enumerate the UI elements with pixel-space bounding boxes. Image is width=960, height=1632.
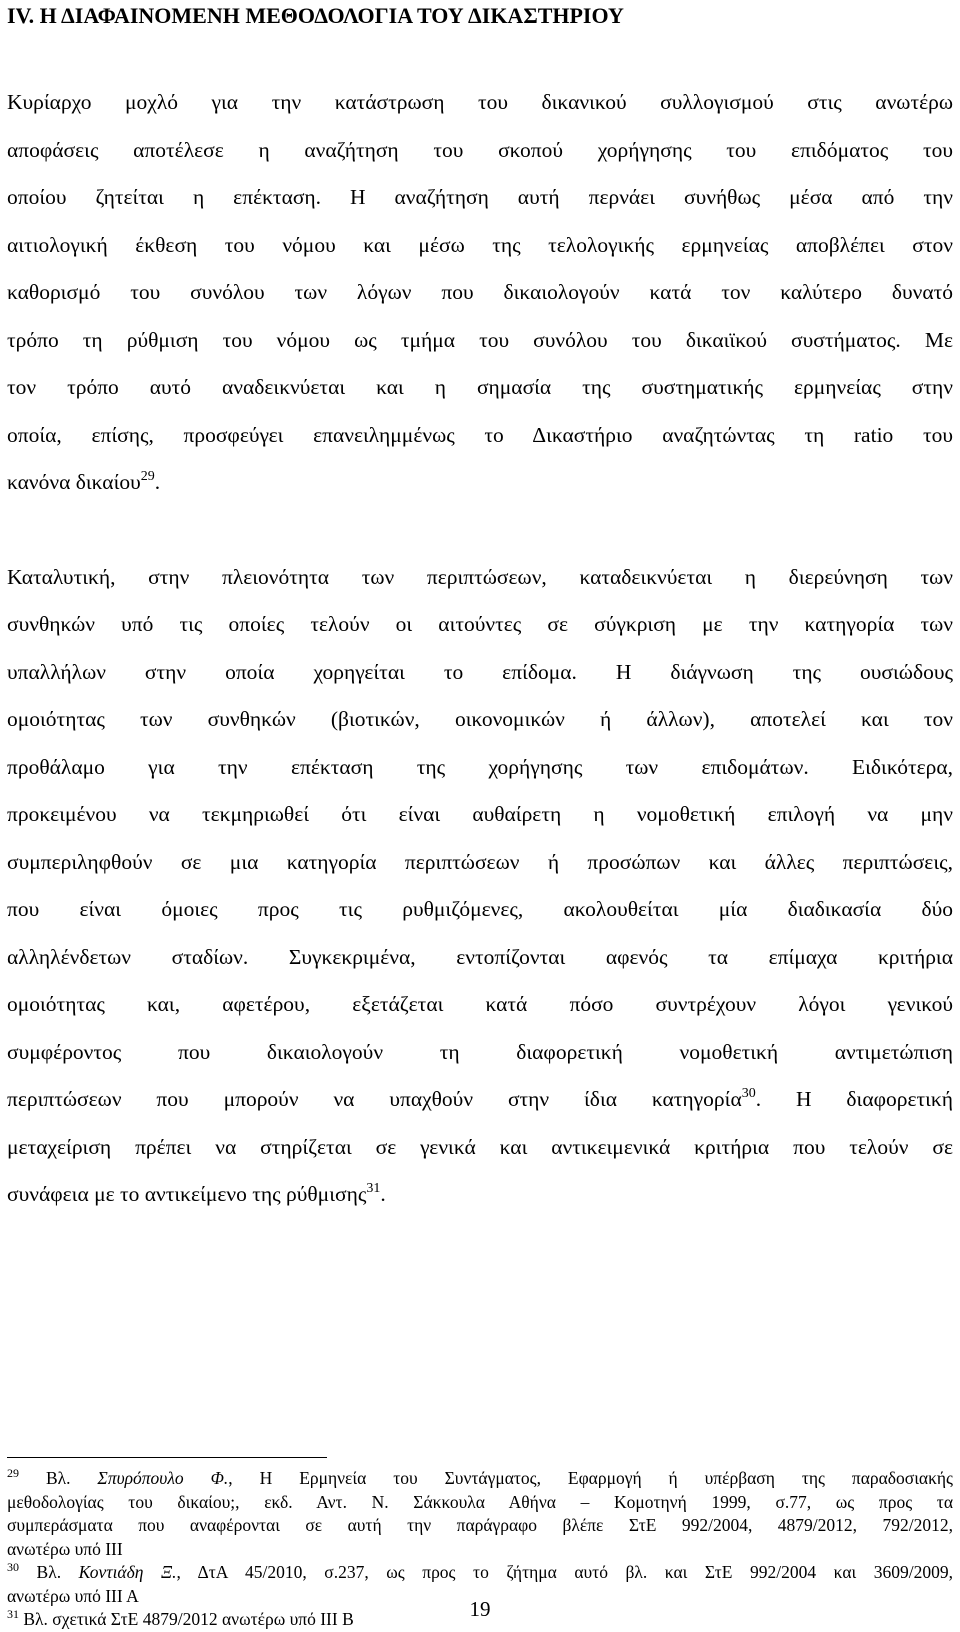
text-line: Καταλυτική, στην πλειονότητα των περιπτώσεων, καταδεικνύεται η διερεύνηση των (7, 564, 953, 589)
footnote-text: , ΔτΑ 45/2010, σ.237, ως προς το ζήτημα αυτό βλ. και ΣτΕ 992/2004 και 3609/2009, (176, 1562, 953, 1582)
text-line: τρόπο τη ρύθμιση του νόμου ως τμήμα του συνόλου του δικαιϊκού συστήματος. Με (7, 327, 953, 352)
text-line: που είναι όμοιες προς τις ρυθμιζόμενες, ακολουθείται μία διαδικασία δύο (7, 897, 953, 921)
text-line: ομοιότητας των συνθηκών (βιοτικών, οικονομικών ή άλλων), αποτελεί και τον (7, 707, 953, 731)
cited-author: Σπυρόπουλο Φ. (97, 1468, 229, 1488)
text-line: καθορισμό του συνόλου των λόγων που δικαιολογούν κατά τον καλύτερο δυνατό (7, 280, 953, 304)
line-text: . (380, 1182, 386, 1206)
footnote-reference-31[interactable]: 31 (366, 1181, 381, 1196)
footnote-number: 30 (7, 1560, 19, 1574)
footnote-number: 31 (7, 1607, 19, 1621)
text-line: ομοιότητας και, αφετέρου, εξετάζεται κατά πόσο συντρέχουν λόγοι γενικού (7, 992, 953, 1016)
text-line: οποίου ζητείται η επέκταση. Η αναζήτηση αυτή περνάει συνήθως μέσα από την (7, 185, 953, 209)
footnote-line: συμπεράσματα που αναφέρονται σε αυτή την παράγραφο βλέπε ΣτΕ 992/2004, 4879/2012, 792/2012, (7, 1515, 953, 1535)
footnote-separator (7, 1457, 327, 1458)
paragraph-comparison-of-conditions (7, 554, 953, 1219)
text-line: αποφάσεις αποτέλεσε η αναζήτηση του σκοπού χορήγησης του επιδόματος του (7, 137, 953, 162)
text-line: μεταχείριση πρέπει να στηρίζεται σε γενικά και αντικειμενικά κριτήρια που τελούν σε (7, 1134, 953, 1159)
footnote-text: Βλ. (19, 1562, 79, 1582)
cited-author: Κοντιάδη Ξ. (78, 1562, 177, 1582)
text-line: συμφέροντος που δικαιολογούν τη διαφορετική νομοθετική αντιμετώπιση (7, 1039, 953, 1064)
document-page (7, 0, 954, 1629)
paragraph-purpose-of-allowance (7, 79, 953, 507)
line-text: κανόνα δικαίου (7, 470, 141, 494)
footnote-line (7, 1467, 953, 1491)
line-text: συνάφεια με το αντικείμενο της ρύθμισης (7, 1182, 367, 1206)
footnote-text: Βλ. (19, 1468, 98, 1488)
page-number: 19 (469, 1597, 491, 1621)
line-text: . (154, 470, 161, 494)
text-line: συνθηκών υπό τις οποίες τελούν οι αιτούντες σε σύγκριση με την κατηγορία των (7, 612, 953, 636)
text-line: υπαλλήλων στην οποία χορηγείται το επίδομα. Η διάγνωση της ουσιώδους (7, 659, 953, 684)
text-line (7, 459, 953, 507)
footnote-line (7, 1561, 953, 1585)
footnote-number: 29 (7, 1466, 19, 1480)
text-line (7, 1076, 953, 1124)
text-line: συμπεριληφθούν σε μια κατηγορία περιπτώσεων ή προσώπων και άλλες περιπτώσεις, (7, 849, 953, 874)
footnote-reference-30[interactable]: 30 (741, 1086, 756, 1101)
footnote-line: ανωτέρω υπό ΙΙΙ Α (7, 1585, 139, 1606)
text-line: Κυρίαρχο μοχλό για την κατάστρωση του δικανικού συλλογισμού στις ανωτέρω (7, 90, 953, 114)
text-line: αλληλένδετων σταδίων. Συγκεκριμένα, εντοπίζονται αφενός τα επίμαχα κριτήρια (7, 944, 953, 969)
line-text: . Η διαφορετική (755, 1087, 954, 1111)
footnote-reference-29[interactable]: 29 (140, 469, 155, 484)
footnote-29 (7, 1467, 953, 1561)
footnote-text: , Η Ερμηνεία του Συντάγματος, Εφαρμογή ή υπέρβαση της παραδοσιακής (228, 1468, 953, 1488)
footnote-line: ανωτέρω υπό ΙΙΙ (7, 1538, 123, 1559)
footnote-text: Βλ. σχετικά ΣτΕ 4879/2012 ανωτέρω υπό ΙΙΙ Β (19, 1609, 354, 1629)
text-line: αιτιολογική έκθεση του νόμου και μέσω της τελολογικής ερμηνείας αποβλέπει στον (7, 232, 953, 257)
text-line (7, 1171, 953, 1219)
text-line: προκειμένου να τεκμηριωθεί ότι είναι αυθαίρετη η νομοθετική επιλογή να μην (7, 802, 953, 826)
footnote-line: μεθοδολογίας του δικαίου;, εκδ. Αντ. Ν. Σάκκουλα Αθήνα – Κομοτηνή 1999, σ.77, ως προς τα (7, 1491, 953, 1512)
text-line: οποία, επίσης, προσφεύγει επανειλημμένως το Δικαστήριο αναζητώντας τη ratio του (7, 422, 953, 447)
line-text: περιπτώσεων που μπορούν να υπαχθούν στην ίδια κατηγορία (7, 1087, 742, 1111)
text-line: προθάλαμο για την επέκταση της χορήγησης των επιδομάτων. Ειδικότερα, (7, 754, 953, 779)
section-heading: IV. Η ΔΙΑΦΑΙΝΟΜΕΝΗ ΜΕΘΟΔΟΛΟΓΙΑ ΤΟΥ ΔΙΚΑΣΤΗΡΙΟΥ (7, 3, 624, 28)
text-line: τον τρόπο αυτό αναδεικνύεται και η σημασία της συστηματικής ερμηνείας στην (7, 375, 953, 399)
